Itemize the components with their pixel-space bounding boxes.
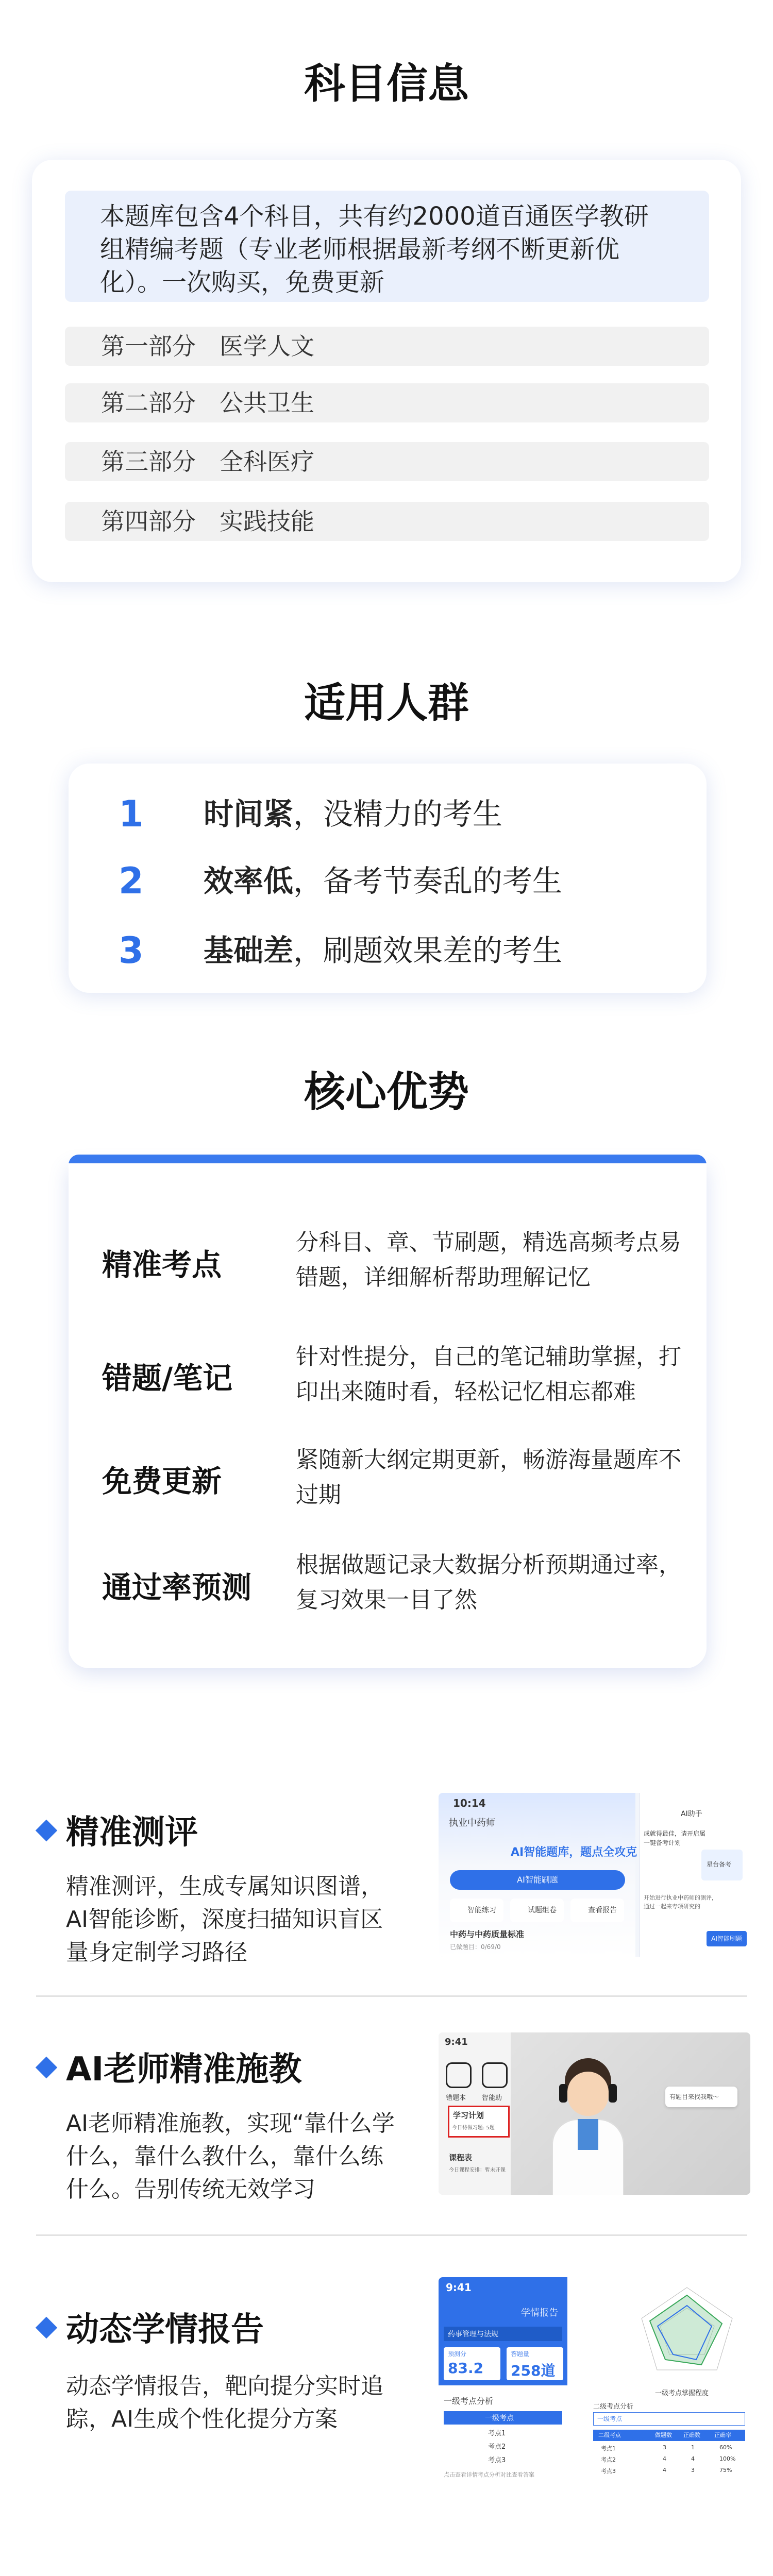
feature-desc: AI老师精准施教，实现“靠什么学什么，靠什么教什么，靠什么练什么。告别传统无效学习 — [66, 2110, 395, 2202]
advantage-name: 精准考点 — [102, 1247, 222, 1282]
audience-number: 1 — [119, 793, 144, 835]
diamond-icon — [36, 2317, 57, 2338]
feature-desc: 精准测评，生成专属知识图谱，AI智能诊断，深度扫描知识盲区量身定制学习路径 — [66, 1873, 383, 1965]
subject-part-4: 第四部分 实践技能 — [65, 502, 709, 541]
advantage-desc: 紧随新大纲定期更新，畅游海量题库不过期 — [296, 1447, 681, 1508]
diamond-icon — [36, 2057, 57, 2078]
tile[interactable]: 查看报告 — [570, 1899, 624, 1922]
advantage-name: 通过率预测 — [102, 1570, 252, 1605]
section-divider — [36, 1995, 747, 1997]
status-time: 10:14 — [453, 1797, 486, 1809]
advantage-desc: 根据做题记录大数据分析预期通过率，复习效果一目了然 — [296, 1552, 681, 1613]
subject-part-2: 第二部分 公共卫生 — [65, 383, 709, 422]
advantage-desc: 针对性提分，自己的笔记辅助掌握，打印出来随时看，轻松记忆相忘都难 — [296, 1344, 681, 1405]
subject-part-3: 第三部分 全科医疗 — [65, 442, 709, 481]
ai-assistant-title: AI助手 — [681, 1810, 702, 1818]
diamond-icon — [36, 1820, 57, 1841]
advantage-desc: 分科目、章、节刷题，精选高频考点易错题，详细解析帮助理解记忆 — [296, 1229, 681, 1291]
audience-text: 效率低，备考节奏乱的考生 — [204, 863, 563, 899]
audience-number: 2 — [119, 860, 144, 902]
banner-text: AI智能题库，题点全攻克 — [511, 1846, 637, 1859]
feature-title: AI老师精准施教 — [66, 2050, 302, 2089]
feature-screenshot-ai-teacher: 9:41 错题本 智能助 学习计划 今日待做习题: 5题 课程表 今日课程安排：暂未开课 有题目来找我哦～ — [439, 2032, 750, 2195]
audience-title: 适用人群 — [304, 679, 469, 727]
app-name: 执业中药师 — [449, 1818, 495, 1828]
audience-item-1 — [0, 788, 773, 840]
list-item[interactable]: 中药与中药质量标准 — [450, 1929, 525, 1939]
audience-number: 3 — [119, 929, 144, 972]
subject-part-1: 第一部分 医学人文 — [65, 327, 709, 366]
feature-screenshot-assessment: 10:14 执业中药师 AI智能题库，题点全攻克 AI智能刷题 智能练习 试题组卷 查看报告 中药与中药质量标准 已做题目：0/69/0 AI助手 成就得最佳，请开启属 一键备考计划 星台备考 开始进行执业中药师的测评， 通过一起来专项研究的 AI智能刷题 — [439, 1793, 750, 1957]
subject-info-title: 科目信息 — [304, 60, 469, 108]
audience-text: 时间紧，没精力的考生 — [204, 796, 503, 832]
audience-item-2 — [0, 855, 773, 907]
advantages-title: 核心优势 — [304, 1068, 469, 1116]
feature-desc: 动态学情报告，靶向提分实时追踪，AI生成个性化提分方案 — [66, 2373, 383, 2432]
advantage-name: 错题/笔记 — [102, 1361, 233, 1396]
feature-title: 精准测评 — [66, 1814, 198, 1852]
feature-title: 动态学情报告 — [66, 2311, 264, 2349]
audience-item-3 — [0, 925, 773, 976]
advantage-name: 免费更新 — [102, 1464, 222, 1499]
feature-screenshot-report: 9:41 学情报告 药事管理与法规 预测分 83.2 答题量 258道 一级考点分析 一级考点 考点1 考点2 考点3 点击查看详情考点分析对比查看答案 一级考点掌握程度 二级考点分析 一级考点 二级考点 做题数 正确数 正确率 考点1 3 1 60% 考点2 4 4 100% 考点3 4 3 75% — [439, 2277, 750, 2483]
list-item-sub: 已做题目：0/69/0 — [450, 1943, 501, 1951]
ai-practice-button[interactable]: AI智能刷题 — [450, 1870, 625, 1890]
subject-intro-text: 本题库包含4个科目，共有约2000道百通医学教研组精编考题（专业老师根据最新考纲不断更新优化）。一次购买，免费更新 — [65, 191, 709, 302]
audience-text: 基础差，刷题效果差的考生 — [204, 933, 563, 968]
tile[interactable]: 智能练习 — [450, 1899, 503, 1922]
doctor-avatar — [536, 2053, 634, 2195]
radar-chart — [624, 2277, 750, 2385]
tile[interactable]: 试题组卷 — [510, 1899, 564, 1922]
ai-practice-button-small[interactable]: AI智能刷题 — [707, 1931, 747, 1946]
speech-bubble: 有题目来找我哦～ — [669, 2093, 719, 2100]
section-divider — [36, 2234, 747, 2236]
